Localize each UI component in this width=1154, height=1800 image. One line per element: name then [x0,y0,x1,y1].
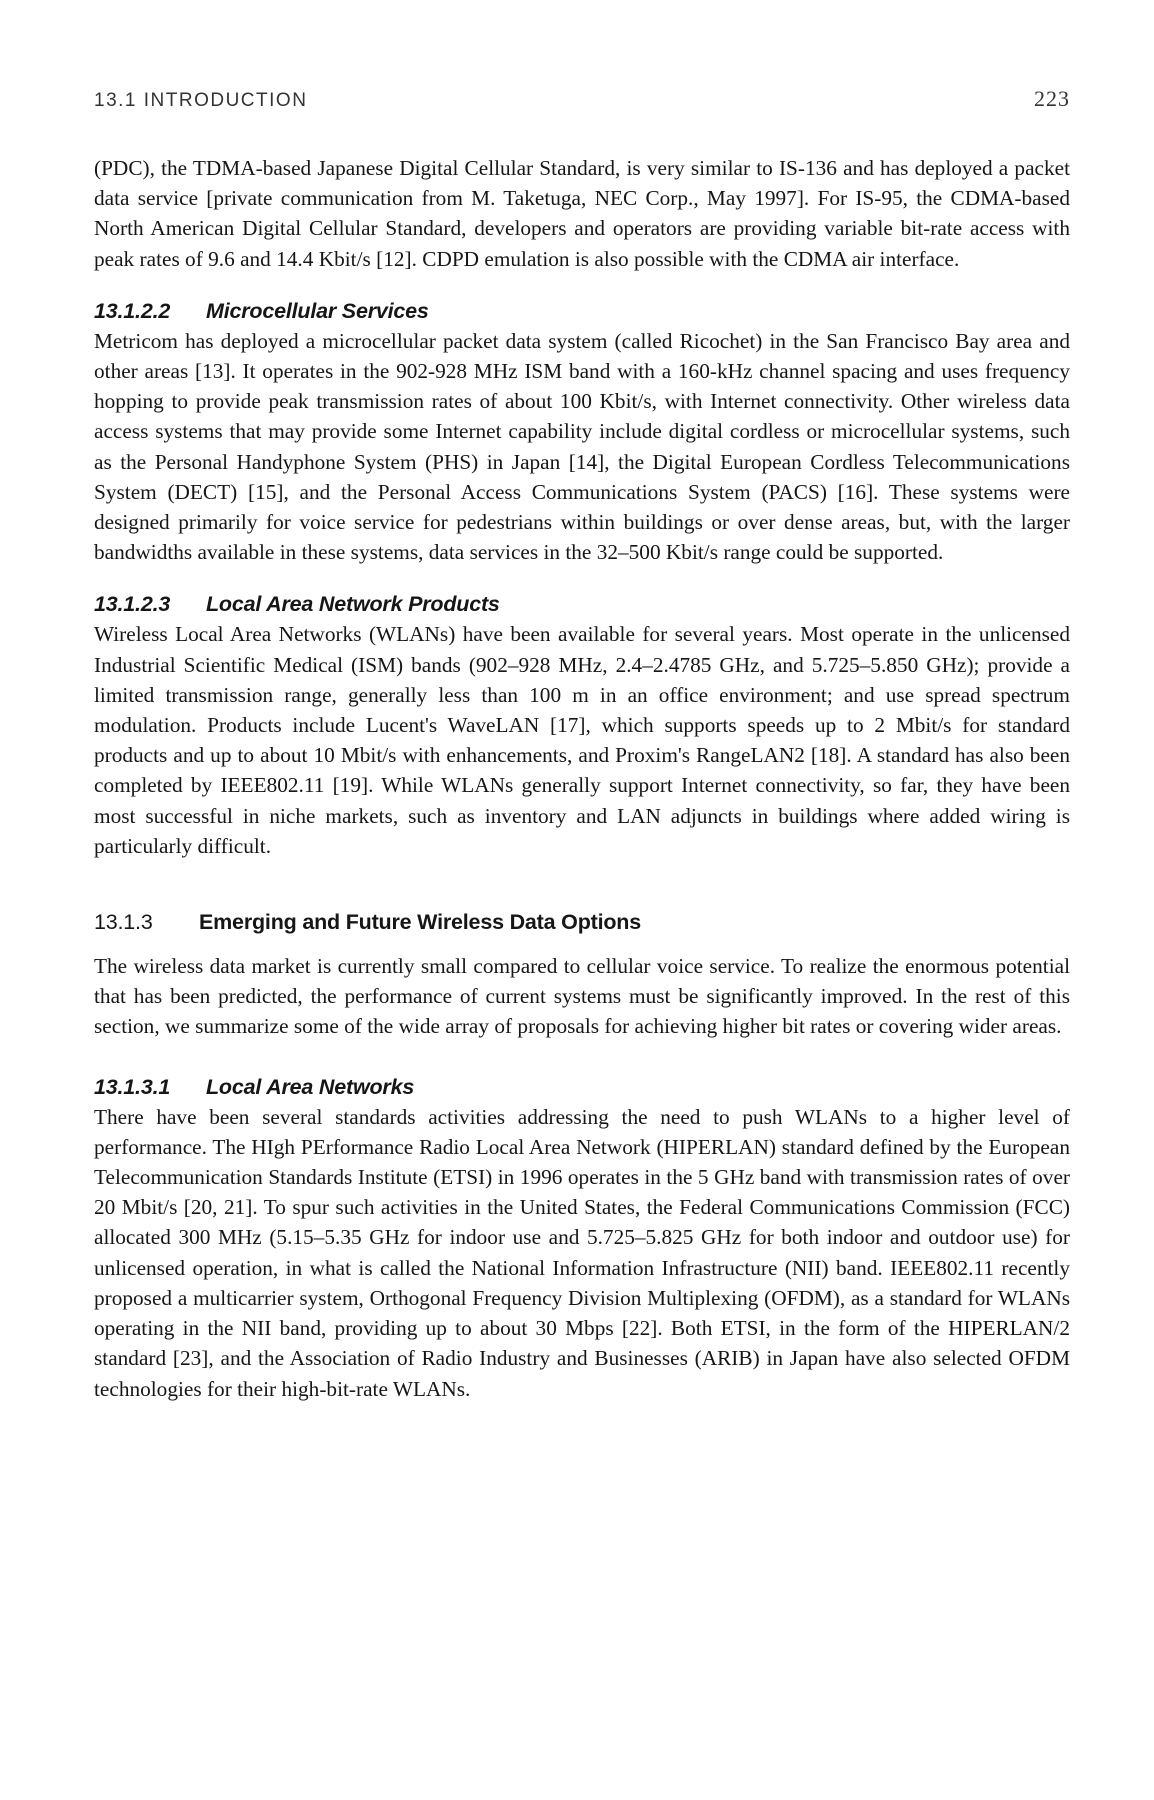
paragraph-local-area-networks: There have been several standards activities addressing the need to push WLANs to a higher level of performance. The HIgh PErformance Radio Local Area Network (HIPERLAN) standard defined by the European Telecommunication Standards Institute (ETSI) in 1996 operates in the 5 GHz band with transmission rates of over 20 Mbit/s [20, 21]. To spur such activities in the United States, the Federal Communications Commission (FCC) allocated 300 MHz (5.15–5.35 GHz for indoor use and 5.725–5.825 GHz for both indoor and outdoor use) for unlicensed operation, in what is called the National Information Infrastructure (NII) band. IEEE802.11 recently proposed a multicarrier system, Orthogonal Frequency Division Multiplexing (OFDM), as a standard for WLANs operating in the NII band, providing up to about 30 Mbps [22]. Both ETSI, in the form of the HIPERLAN/2 standard [23], and the Association of Radio Industry and Businesses (ARIB) in Japan have also selected OFDM technologies for their high-bit-rate WLANs. [94,1104,1070,1401]
section-heading-emerging [94,907,1070,937]
subsection-heading-microcellular [94,296,1070,326]
paragraph-microcellular: Metricom has deployed a microcellular packet data system (called Ricochet) in the San Francisco Bay area and other areas [13]. It operates in the 902-928 MHz ISM band with a 160-kHz channel spacing and uses frequency hopping to provide peak transmission rates of about 100 Kbit/s, with Internet connectivity. Other wireless data access systems that may provide some Internet capability include digital cordless or microcellular systems, such as the Personal Handyphone System (PHS) in Japan [14], the Digital European Cordless Telecommunications System (DECT) [15], and the Personal Access Communications System (PACS) [16]. These systems were designed primarily for voice service for pedestrians within buildings or over dense areas, but, with the larger bandwidths available in these systems, data services in the 32–500 Kbit/s range could be supported. [94,328,1070,565]
book-page [94,86,1070,1404]
subsection-number: 13.1.2.2 [94,298,171,323]
subsection-heading-local-area-networks [94,1072,1070,1102]
page-number: 223 [1034,86,1070,111]
section-title: Emerging and Future Wireless Data Options [199,910,641,935]
paragraph-emerging: The wireless data market is currently small compared to cellular voice service. To realize the enormous potential that has been predicted, the performance of current systems must be significantly improved. In the rest of this section, we summarize some of the wide array of proposals for achieving higher bit rates or covering wider areas. [94,954,1070,1039]
subsection-title: Local Area Network Products [206,592,500,617]
subsection-title: Microcellular Services [206,298,429,323]
running-head-section: 13.1 INTRODUCTION [94,90,308,111]
subsection-title: Local Area Networks [206,1074,415,1099]
section-number: 13.1.3 [94,910,153,935]
subsection-number: 13.1.3.1 [94,1074,171,1099]
running-head [94,86,1070,116]
subsection-number: 13.1.2.3 [94,592,171,617]
paragraph-pdc-is95: (PDC), the TDMA-based Japanese Digital Cellular Standard, is very similar to IS-136 and has deployed a packet data service [private communication from M. Taketuga, NEC Corp., May 1997]. For IS-95, the CDMA-based North American Digital Cellular Standard, developers and operators are providing variable bit-rate access with peak rates of 9.6 and 14.4 Kbit/s [12]. CDPD emulation is also possible with the CDMA air interface. [94,156,1070,271]
paragraph-lan-products: Wireless Local Area Networks (WLANs) have been available for several years. Most operate in the unlicensed Industrial Scientific Medical (ISM) bands (902–928 MHz, 2.4–2.4785 GHz, and 5.725–5.850 GHz); provide a limited transmission range, generally less than 100 m in an office environment; and use spread spectrum modulation. Products include Lucent's WaveLAN [17], which supports speeds up to 2 Mbit/s for standard products and up to about 10 Mbit/s with enhancements, and Proxim's RangeLAN2 [18]. A standard has also been completed by IEEE802.11 [19]. While WLANs generally support Internet connectivity, so far, they have been most successful in niche markets, such as inventory and LAN adjuncts in buildings where added wiring is particularly difficult. [94,622,1070,858]
subsection-heading-lan-products [94,589,1070,619]
